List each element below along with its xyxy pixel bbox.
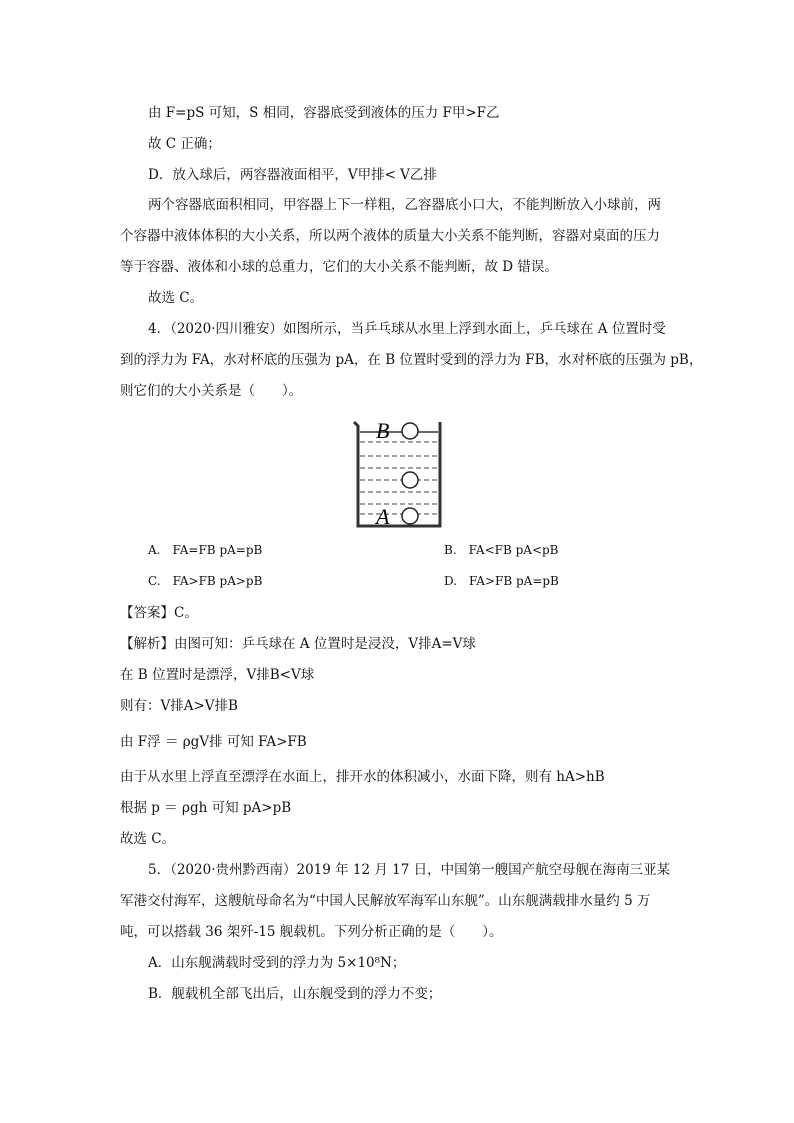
text-line: 个容器中液体体积的大小关系，所以两个液体的质量大小关系不能判断，容器对桌面的压力 xyxy=(120,228,660,244)
question-5-stem: 5．（2020·贵州黔西南）2019 年 12 月 17 日，中国第一艘国产航空母舰在海南三亚某 xyxy=(148,862,671,878)
text-line: 故 C 正确； xyxy=(148,136,221,152)
label-b: B xyxy=(376,418,390,443)
question-5-option-b: B．舰载机全部飞出后，山东舰受到的浮力不变； xyxy=(148,986,442,1002)
option-b: B. FA<FB pA<pB xyxy=(444,543,559,557)
text-line: 故选 C。 xyxy=(148,290,204,306)
analysis-line: 故选 C。 xyxy=(120,831,176,847)
answer-label: 【答案】C。 xyxy=(120,605,198,621)
analysis-line: 在 B 位置时是漂浮，V排B<V球 xyxy=(120,667,315,683)
ball-b xyxy=(402,423,418,439)
ball-middle xyxy=(402,472,418,488)
question-4-stem: 4．（2020·四川雅安）如图所示，当乒乓球从水里上浮到水面上，乒乓球在 A 位置时受 xyxy=(148,321,666,337)
question-4-stem: 则它们的大小关系是（ ）。 xyxy=(120,383,303,399)
label-a: A xyxy=(376,504,390,529)
question-5-stem: 吨，可以搭载 36 架歼-15 舰载机。下列分析正确的是（ ）。 xyxy=(120,924,503,940)
analysis-line: 根据 p ＝ ρgh 可知 pA>pB xyxy=(120,800,292,816)
text-line: D．放入球后，两容器液面相平，V甲排< V乙排 xyxy=(148,167,437,183)
question-5-option-a: A．山东舰满载时受到的浮力为 5×10⁸N； xyxy=(148,955,406,971)
text-line: 由 F=pS 可知，S 相同，容器底受到液体的压力 F甲>F乙 xyxy=(148,105,500,121)
option-c: C. FA>FB pA>pB xyxy=(148,574,263,588)
analysis-line: 【解析】由图可知：乒乓球在 A 位置时是浸没，V排A=V球 xyxy=(120,636,476,652)
question-4-stem: 到的浮力为 FA，水对杯底的压强为 pA，在 B 位置时受到的浮力为 FB，水对杯底的压强为 pB， xyxy=(120,352,703,368)
option-d: D. FA>FB pA=pB xyxy=(444,574,559,588)
analysis-line: 则有：V排A>V排B xyxy=(120,698,238,714)
question-5-stem: 军港交付海军，这艘航母命名为“中国人民解放军海军山东舰”。山东舰满载排水量约 5 万 xyxy=(120,893,651,909)
ball-a xyxy=(402,508,418,524)
analysis-line: 由于从水里上浮直至漂浮在水面上，排开水的体积减小，水面下降，则有 hA>hB xyxy=(120,769,605,785)
text-line: 等于容器、液体和小球的总重力，它们的大小关系不能判断，故 D 错误。 xyxy=(120,259,558,275)
analysis-line: 由 F浮 ＝ ρgV排 可知 FA>FB xyxy=(120,734,307,750)
option-a: A. FA=FB pA=pB xyxy=(148,543,263,557)
beaker-figure xyxy=(348,416,448,532)
text-line: 两个容器底面积相同，甲容器上下一样粗，乙容器底小口大，不能判断放入小球前，两 xyxy=(148,197,661,213)
